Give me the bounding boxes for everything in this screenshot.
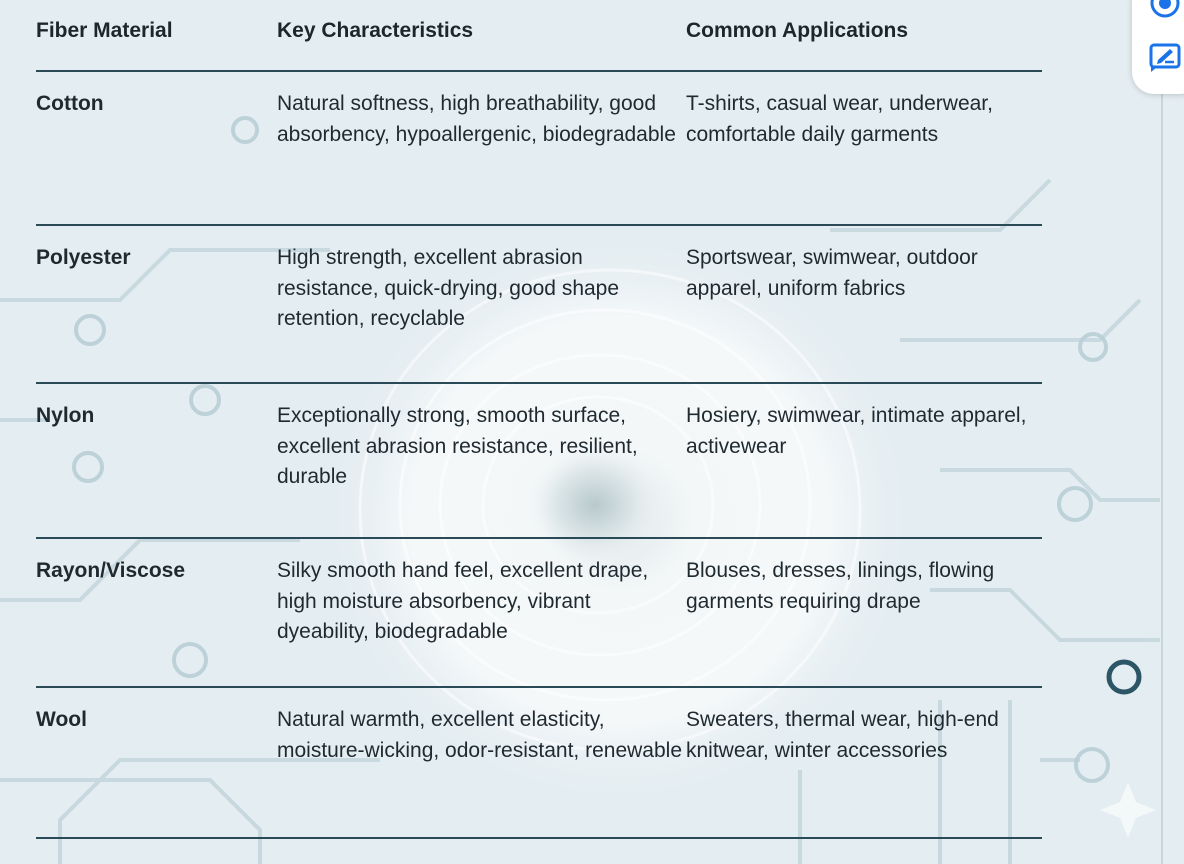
material-cell: Polyester bbox=[36, 246, 131, 269]
applications-cell: Blouses, dresses, linings, flowing garments requiring drape bbox=[686, 559, 995, 613]
material-cell: Nylon bbox=[36, 404, 95, 427]
table-row bbox=[36, 539, 1042, 688]
characteristics-cell: Silky smooth hand feel, excellent drape, high moisture absorbency, vibrant dyeability, biodegradable bbox=[277, 559, 649, 643]
table-row bbox=[36, 226, 1042, 384]
scrollbar-track[interactable] bbox=[1161, 94, 1163, 864]
material-cell: Cotton bbox=[36, 92, 104, 115]
header-fiber-material: Fiber Material bbox=[36, 19, 173, 42]
header-common-applications: Common Applications bbox=[686, 19, 909, 42]
characteristics-cell: Exceptionally strong, smooth surface, excellent abrasion resistance, resilient, durable bbox=[277, 404, 638, 488]
material-cell: Wool bbox=[36, 708, 87, 731]
header-key-characteristics: Key Characteristics bbox=[277, 19, 474, 42]
fiber-table bbox=[36, 0, 1042, 839]
characteristics-cell: High strength, excellent abrasion resistance, quick-drying, good shape retention, recyclable bbox=[277, 246, 620, 330]
material-cell: Rayon/Viscose bbox=[36, 559, 186, 582]
applications-cell: Sweaters, thermal wear, high-end knitwear, winter accessories bbox=[686, 708, 999, 762]
table-row bbox=[36, 72, 1042, 226]
characteristics-cell: Natural softness, high breathability, good absorbency, hypoallergenic, biodegradable bbox=[277, 92, 676, 146]
characteristics-cell: Natural warmth, excellent elasticity, moisture-wicking, odor-resistant, renewable bbox=[277, 708, 682, 762]
edit-note-icon[interactable] bbox=[1148, 40, 1182, 74]
applications-cell: Hosiery, swimwear, intimate apparel, activewear bbox=[686, 404, 1027, 458]
applications-cell: T-shirts, casual wear, underwear, comfortable daily garments bbox=[686, 92, 993, 146]
table-row bbox=[36, 688, 1042, 839]
floating-side-panel bbox=[1132, 0, 1184, 94]
table-row bbox=[36, 384, 1042, 539]
record-icon[interactable] bbox=[1148, 0, 1182, 20]
table-header-row bbox=[36, 0, 1042, 72]
applications-cell: Sportswear, swimwear, outdoor apparel, uniform fabrics bbox=[686, 246, 978, 300]
